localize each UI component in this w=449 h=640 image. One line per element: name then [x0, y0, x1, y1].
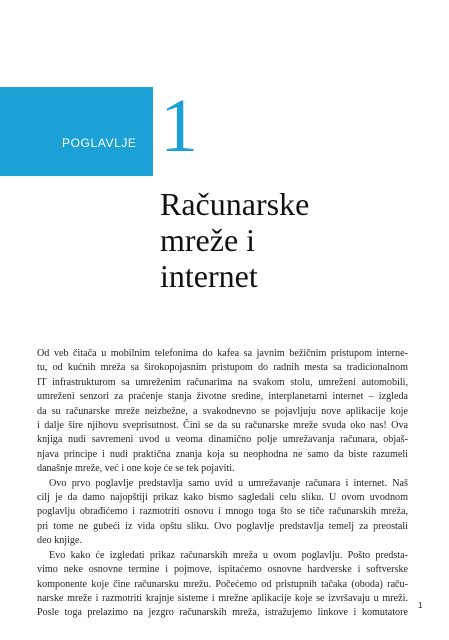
- body-line: pri tome ne gubeći iz vida opštu sliku. Ovo poglavlje predstavlja temelj za preostali: [37, 520, 408, 532]
- body-line: poglavlju obrađićemo i razmotriti osnovu i mnogo toga što se tiče računarskih mreža,: [37, 506, 408, 518]
- body-line: Od veb čitača u mobilnim telefonima do kafea sa javnim bežičnim pristupom interne-: [37, 348, 408, 359]
- body-line: njava principe i nudi praktična znanja koja su neophodna ne samo da biste razumeli: [37, 448, 408, 460]
- body-line: IT infrastrukturom sa umreženim računarima na svakom stolu, umreženi automobili,: [37, 376, 408, 388]
- chapter-divider: [152, 87, 153, 176]
- body-line: da su računarske mreže neizbežne, a svakodnevno se pojavljuju nove aplikacije koje: [37, 405, 408, 417]
- body-line: knjiga nudi savremeni uvod u veoma dinamično polje umrežavanja računara, objaš-: [37, 434, 408, 446]
- chapter-title-line: mreže i: [160, 222, 256, 258]
- body-text: [37, 347, 408, 621]
- body-line: tu, od kućnih mreža sa širokopojasnim pristupom do radnih mesta sa tradicionalnom: [37, 362, 408, 374]
- body-line: Posle toga prelazimo na jezgro računarskih mreža, istražujemo linkove i komutatore: [37, 607, 408, 619]
- body-line: cilj je da damo najopštiji prikaz kako bismo sagledali celu sliku. U ovom uvodnom: [37, 492, 408, 504]
- body-line: umreženi senzori za praćenje stanja životne sredine, interplanetarni internet – izgleda: [37, 391, 408, 403]
- body-line: narske mreže i razmotriti krajnje sisteme i mrežne aplikacije koje se izvršavaju u mreži.: [37, 592, 408, 604]
- body-line: vimo neke osnovne termine i pojmove, ispitaćemo osnovne hardverske i softverske: [37, 564, 408, 576]
- chapter-title: [160, 186, 400, 294]
- body-line: današnje mreže, već i one koje će se tek pojaviti.: [37, 463, 235, 475]
- body-line: Ovo prvo poglavlje predstavlja samo uvid u umrežavanje računara i internet. Naš: [49, 477, 408, 489]
- body-line: komponente koje čine računarsku mrežu. Počećemo od pristupnih tačaka (oboda) raču-: [37, 578, 408, 590]
- chapter-band: [0, 87, 152, 176]
- page-number: 1: [418, 601, 423, 610]
- chapter-label: POGLAVLJE: [62, 136, 137, 150]
- body-line: Evo kako će izgledati prikaz računarskih mreža u ovom poglavlju. Pošto predsta-: [49, 549, 408, 561]
- chapter-title-line: Računarske: [160, 186, 310, 222]
- chapter-title-line: internet: [160, 258, 258, 294]
- body-line: i dalje šire njihovu sveprisutnost. Čini se da su računarske mreže svuda oko nas! Ova: [37, 420, 408, 432]
- chapter-number: 1: [160, 84, 198, 168]
- body-line: deo knjige.: [37, 535, 82, 547]
